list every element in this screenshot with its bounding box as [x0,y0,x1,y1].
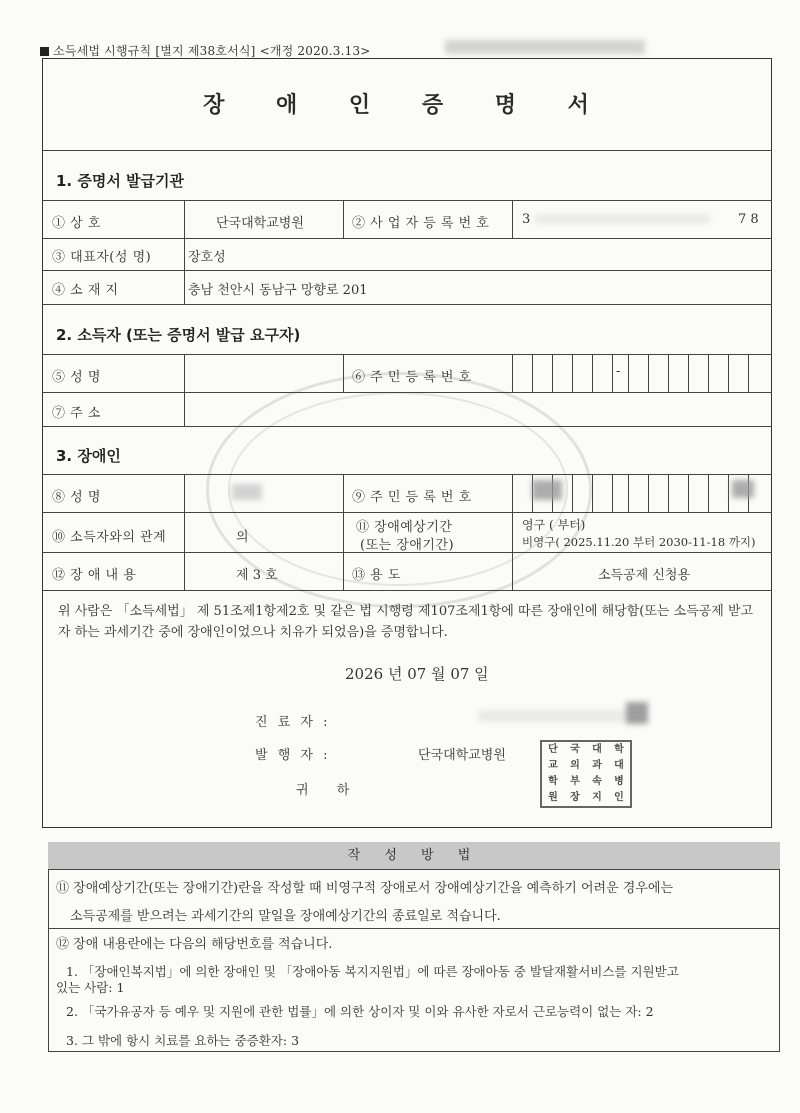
rrn-box-divider [728,474,729,512]
issuer-value: 단국대학교병원 [418,748,506,763]
col-divider [343,474,344,590]
recipient-honorific: 귀 하 [296,783,362,798]
rrn-box-divider [648,354,649,392]
disability-content-value: 제 3 호 [236,568,278,583]
representative-label: ③ 대표자(성 명) [52,250,152,265]
col-divider [343,354,344,392]
rrn-box-divider [612,474,613,512]
rrn-box-divider [628,354,629,392]
square-bullet-icon [40,47,49,56]
rrn-box-divider [688,354,689,392]
col-divider [512,200,513,238]
earner-name-label: ⑤ 성 명 [52,370,101,385]
earner-rrn-label: ⑥ 주 민 등 록 번 호 [352,370,472,385]
period-permanent: 영구 ( 부터) [522,518,586,532]
col-divider [184,200,185,304]
relation-value: 의 [236,530,249,545]
issuer-label: 발 행 자 : [255,748,331,763]
instruction-12-intro: ⑫ 장애 내용란에는 다음의 해당번호를 적습니다. [56,937,333,952]
redacted-rrn-2 [732,480,754,498]
divider [42,512,772,513]
divider [42,200,772,201]
rrn-box-divider [668,474,669,512]
issue-date: 2026 년 07 월 07 일 [345,665,489,683]
col-divider [512,354,513,392]
business-number-end: 7 8 [738,212,759,227]
page-title: 장 애 인 증 명 서 [203,93,611,118]
section-heading-income-earner: 2. 소득자 (또는 증명서 발급 요구자) [56,326,301,344]
business-number-label: ② 사 업 자 등 록 번 호 [352,216,490,231]
instructions-heading: 작 성 방 법 [48,842,780,870]
rrn-box-divider [708,474,709,512]
instruction-12-item2: 2. 「국가유공자 등 예우 및 지원에 관한 법률」에 의한 상이자 및 이와 유사한 자로서 근로능력이 없는 자: 2 [66,1004,654,1019]
period-nonpermanent: 비영구( 2025.11.20 부터 2030-11-18 까지) [522,535,756,549]
usage-label: ⑬ 용 도 [352,568,401,583]
doctor-label: 진 료 자 : [255,715,331,730]
disability-content-label: ⑫ 장 애 내 용 [52,568,137,583]
period-label-1: ⑪ 장애예상기간 [356,520,453,535]
section-heading-disabled-person: 3. 장애인 [56,447,121,465]
redacted-rrn-1 [532,480,562,500]
redacted-header [445,40,645,54]
address-label: ④ 소 재 지 [52,283,119,298]
divider [42,426,772,427]
business-name-value: 단국대학교병원 [216,216,304,231]
address-value: 충남 천안시 동남구 망향로 201 [188,283,368,298]
business-number-start: 3 [522,212,531,227]
divider [42,474,772,475]
instruction-12-item3: 3. 그 밖에 항시 치료를 요하는 중증환자: 3 [66,1033,300,1048]
representative-value: 장호성 [188,250,226,265]
rrn-box-divider [748,354,749,392]
relation-label: ⑩ 소득자와의 관계 [52,530,167,545]
instruction-12-item1-line2: 있는 사람: 1 [56,980,125,995]
earner-address-label: ⑦ 주 소 [52,406,101,421]
rrn-box-divider [552,354,553,392]
hospital-seal: 단 국 대 학 교 의 과 대 학 부 속 병 원 장 지 인 [540,740,632,808]
disabled-name-label: ⑧ 성 명 [52,490,101,505]
rrn-box-divider [628,474,629,512]
divider [42,590,772,591]
redacted-doctor-stamp [626,702,648,724]
rrn-box-divider [668,354,669,392]
rrn-box-divider [572,354,573,392]
disabled-rrn-label: ⑨ 주 민 등 록 번 호 [352,490,472,505]
redacted-disabled-name [232,484,262,500]
divider [42,270,772,271]
divider [42,150,772,151]
divider [48,928,780,929]
rrn-box-divider [572,474,573,512]
rrn-box-divider [592,474,593,512]
instruction-12-item1-line1: 1. 「장애인복지법」에 의한 장애인 및 「장애아동 복지지원법」에 따른 장애아동 중 발달재활서비스를 지원받고 [66,964,679,979]
section-heading-issuer: 1. 증명서 발급기관 [56,172,185,190]
rrn-box-divider [688,474,689,512]
business-name-label: ① 상 호 [52,216,101,231]
instruction-11-line2: 소득공제를 받으려는 과세기간의 말일을 장애예상기간의 종료일로 적습니다. [70,909,501,924]
certification-statement: 위 사람은 「소득세법」 제 51조제1항제2호 및 같은 법 시행령 제107조제1항에 따른 장애인에 해당함(또는 소득공제 받고자 하는 과세기간 중에 장애인이었으나 치유가 되었음)을 증명합니다. [58,604,754,640]
col-divider [512,474,513,590]
rrn-box-divider [532,354,533,392]
divider [42,304,772,305]
earner-rrn-dash: - [616,364,621,379]
rrn-box-divider [592,354,593,392]
rrn-box-divider [708,354,709,392]
usage-value: 소득공제 신청용 [598,568,691,583]
rrn-box-divider [728,354,729,392]
divider [42,238,772,239]
form-header-note: 소득세법 시행규칙 [별지 제38호서식] <개정 2020.3.13> [40,42,371,59]
col-divider [343,200,344,238]
divider [42,354,772,355]
redacted-doctor-name [478,710,628,722]
period-label-2: (또는 장애기간) [360,538,455,553]
redacted-business-number [535,214,710,224]
divider [42,392,772,393]
rrn-box-divider [648,474,649,512]
col-divider [184,474,185,590]
instruction-11-line1: ⑪ 장애예상기간(또는 장애기간)란을 작성할 때 비영구적 장애로서 장애예상기간을 예측하기 어려운 경우에는 [56,881,674,896]
rrn-box-divider [612,354,613,392]
col-divider [184,354,185,426]
